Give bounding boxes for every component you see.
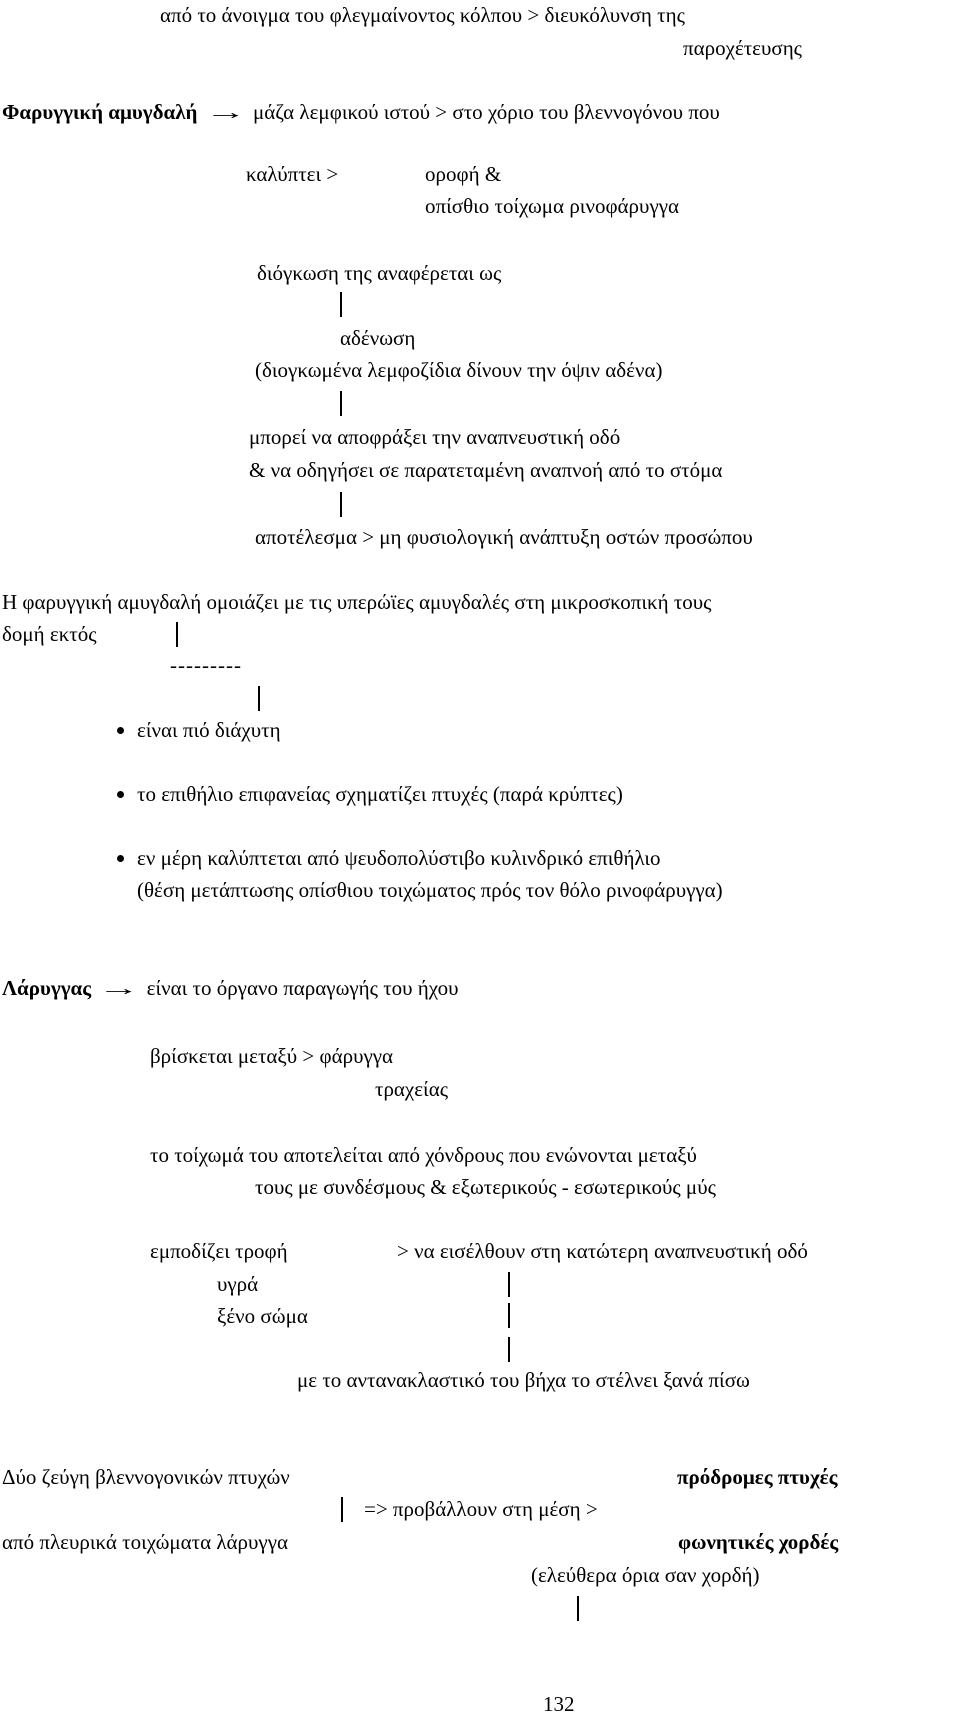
text-line: => προβάλλουν στη μέση > — [364, 1497, 598, 1521]
text-line: Δύο ζεύγη βλεννογονικών πτυχών — [2, 1465, 290, 1489]
arrow-icon: → — [97, 976, 140, 1000]
text-line: βρίσκεται μεταξύ > φάρυγγα — [150, 1044, 394, 1068]
text-line: (ελεύθερα όρια σαν χορδή) — [531, 1563, 760, 1587]
covers-label: καλύπτει > — [246, 162, 339, 186]
text-line: > να εισέλθουν στη κατώτερη αναπνευστική οδό — [397, 1239, 808, 1263]
bullet-icon — [117, 727, 124, 734]
page-number: 132 — [543, 1692, 575, 1716]
connector-line — [508, 1337, 510, 1362]
term-pharyngeal-tonsil: Φαρυγγική αμυγδαλή — [2, 100, 198, 124]
text-line: τους με συνδέσμους & εξωτερικούς - εσωτερικούς μύς — [255, 1175, 716, 1199]
connector-line — [577, 1596, 579, 1621]
text-line: Η φαρυγγική αμυγδαλή ομοιάζει με τις υπερώϊες αμυγδαλές στη μικροσκοπική τους — [2, 590, 712, 614]
text-line: μπορεί να αποφράξει την αναπνευστική οδό — [249, 425, 621, 449]
definition: μάζα λεμφικού ιστού > στο χόριο του βλεννογόνου που — [252, 100, 720, 124]
term-larynx: Λάρυγγας — [2, 976, 92, 1000]
text-line: (διογκωμένα λεμφοζίδια δίνουν την όψιν αδένα) — [255, 358, 663, 382]
dashes: --------- — [170, 653, 242, 677]
text-line: υγρά — [217, 1272, 259, 1296]
list-item: το επιθήλιο επιφανείας σχηματίζει πτυχές (παρά κρύπτες) — [137, 782, 623, 806]
connector-line — [258, 686, 260, 711]
connector-line — [340, 492, 342, 517]
covers-item: οπίσθιο τοίχωμα ρινοφάρυγγα — [425, 194, 679, 218]
text-line: με το αντανακλαστικό του βήχα το στέλνει ξανά πίσω — [297, 1368, 750, 1392]
text-line: από το άνοιγμα του φλεγμαίνοντος κόλπου > διευκόλυνση της — [160, 3, 685, 27]
connector-line — [340, 391, 342, 416]
ventricular-folds: πρόδρομες πτυχές — [677, 1465, 838, 1489]
text-line: αδένωση — [340, 326, 416, 350]
covers-item: οροφή & — [425, 162, 502, 186]
text-line: αποτέλεσμα > μη φυσιολογική ανάπτυξη οστών προσώπου — [255, 525, 753, 549]
larynx-line — [2, 978, 459, 999]
bullet-icon — [117, 855, 124, 862]
text-line: εμποδίζει τροφή — [150, 1239, 288, 1263]
list-item-continuation: (θέση μετάπτωσης οπίσθιου τοιχώματος πρός τον θόλο ρινοφάρυγγα) — [137, 878, 723, 902]
connector-line — [508, 1303, 510, 1328]
connector-line — [176, 622, 178, 647]
text-line: το τοίχωμά του αποτελείται από χόνδρους που ενώνονται μεταξύ — [150, 1143, 697, 1167]
text-line: διόγκωση της αναφέρεται ως — [257, 261, 502, 285]
definition: είναι το όργανο παραγωγής του ήχου — [146, 976, 459, 1000]
list-item: είναι πιό διάχυτη — [137, 718, 281, 742]
bullet-icon — [117, 791, 124, 798]
text-line: ξένο σώμα — [217, 1304, 308, 1328]
pharyngeal-tonsil-line — [2, 102, 720, 123]
text-line: δομή εκτός — [2, 622, 97, 646]
text-line: τραχείας — [375, 1077, 449, 1101]
text-line: από πλευρικά τοιχώματα λάρυγγα — [2, 1530, 288, 1554]
connector-line — [508, 1272, 510, 1297]
connector-line — [340, 292, 342, 317]
vocal-cords: φωνητικές χορδές — [678, 1530, 839, 1554]
connector-line — [341, 1497, 343, 1522]
text-line: παροχέτευσης — [683, 36, 802, 60]
text-line: & να οδηγήσει σε παρατεταμένη αναπνοή από το στόμα — [249, 458, 723, 482]
list-item: εν μέρη καλύπτεται από ψευδοπολύστιβο κυλινδρικό επιθήλιο — [137, 846, 661, 870]
arrow-icon: → — [204, 100, 247, 124]
